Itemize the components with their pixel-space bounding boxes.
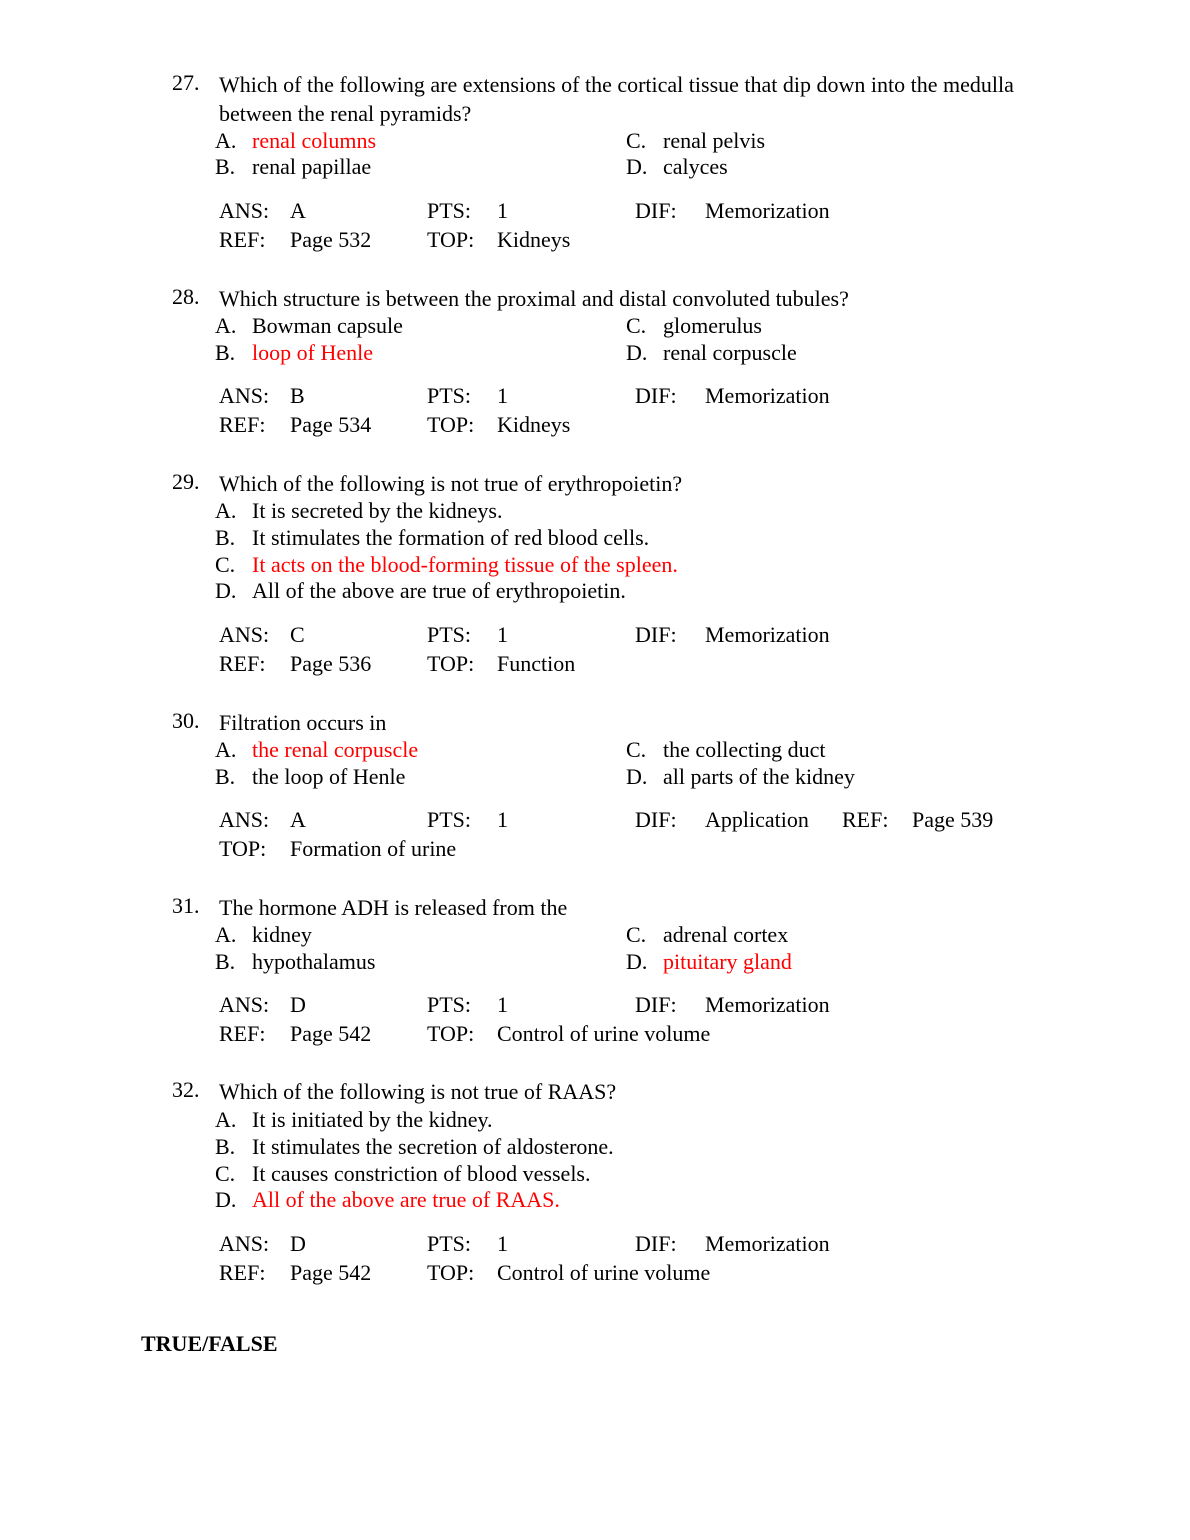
option-a: A. It is initiated by the kidney. (215, 1107, 493, 1132)
question-stem: Which structure is between the proximal and distal convoluted tubules? (219, 286, 849, 311)
ans-value: B (290, 383, 305, 408)
dif-value: Memorization (705, 198, 830, 223)
ref-value: Page 534 (290, 412, 372, 437)
ref-label: REF: (842, 807, 889, 832)
question-stem: Which of the following is not true of erythropoietin? (219, 471, 683, 496)
option-a: A. renal columns (215, 128, 377, 153)
ans-value: D (290, 992, 306, 1017)
ref-label: REF: (219, 227, 266, 252)
ref-label: REF: (219, 1260, 266, 1285)
top-label: TOP: (427, 1260, 475, 1285)
question-number: 27. (172, 70, 200, 95)
top-value: Control of urine volume (497, 1260, 711, 1285)
option-d: D. All of the above are true of RAAS. (215, 1187, 560, 1212)
option-d: D. pituitary gland (626, 949, 792, 974)
option-a: A. the renal corpuscle (215, 737, 419, 762)
ref-value: Page 542 (290, 1260, 372, 1285)
option-a: A. It is secreted by the kidneys. (215, 498, 503, 523)
ref-value: Page 536 (290, 651, 372, 676)
ans-value: A (290, 198, 306, 223)
top-value: Function (497, 651, 576, 676)
ans-value: C (290, 622, 305, 647)
option-b: B. the loop of Henle (215, 764, 406, 789)
dif-value: Memorization (705, 383, 830, 408)
dif-label: DIF: (635, 807, 677, 832)
top-value: Formation of urine (290, 836, 457, 861)
top-label: TOP: (219, 836, 267, 861)
option-d: D. all parts of the kidney (626, 764, 855, 789)
ans-label: ANS: (219, 1231, 270, 1256)
option-c: C. It acts on the blood-forming tissue of the spleen. (215, 552, 678, 577)
question-number: 29. (172, 469, 200, 494)
option-c: C. adrenal cortex (626, 922, 789, 947)
option-c: C. It causes constriction of blood vessels. (215, 1161, 591, 1186)
question-number: 28. (172, 284, 200, 309)
dif-label: DIF: (635, 992, 677, 1017)
option-d: D. All of the above are true of erythropoietin. (215, 578, 626, 603)
pts-value: 1 (497, 622, 508, 647)
option-c: C. glomerulus (626, 313, 762, 338)
pts-label: PTS: (427, 992, 472, 1017)
pts-value: 1 (497, 1231, 508, 1256)
dif-label: DIF: (635, 198, 677, 223)
top-label: TOP: (427, 651, 475, 676)
dif-label: DIF: (635, 1231, 677, 1256)
ans-label: ANS: (219, 992, 270, 1017)
pts-label: PTS: (427, 198, 472, 223)
pts-label: PTS: (427, 807, 472, 832)
dif-label: DIF: (635, 622, 677, 647)
pts-value: 1 (497, 807, 508, 832)
top-value: Control of urine volume (497, 1021, 711, 1046)
top-label: TOP: (427, 227, 475, 252)
ans-label: ANS: (219, 622, 270, 647)
pts-value: 1 (497, 383, 508, 408)
question-stem: Which of the following is not true of RAAS? (219, 1079, 617, 1104)
question-stem: Which of the following are extensions of the cortical tissue that dip down into the medulla between the renal pyramids? (219, 72, 1014, 126)
option-c: C. renal pelvis (626, 128, 766, 153)
top-value: Kidneys (497, 412, 571, 437)
dif-value: Memorization (705, 622, 830, 647)
ans-value: A (290, 807, 306, 832)
option-b: B. It stimulates the formation of red blood cells. (215, 525, 650, 550)
option-a: A. kidney (215, 922, 312, 947)
dif-label: DIF: (635, 383, 677, 408)
ans-label: ANS: (219, 807, 270, 832)
option-b: B. renal papillae (215, 154, 372, 179)
option-c: C. the collecting duct (626, 737, 826, 762)
section-heading: TRUE/FALSE (141, 1331, 278, 1356)
ref-value: Page 532 (290, 227, 372, 252)
dif-value: Memorization (705, 1231, 830, 1256)
dif-value: Memorization (705, 992, 830, 1017)
question-number: 32. (172, 1077, 200, 1102)
option-d: D. calyces (626, 154, 728, 179)
option-b: B. hypothalamus (215, 949, 376, 974)
question-stem: Filtration occurs in (219, 710, 387, 735)
question-number: 31. (172, 893, 200, 918)
ref-value: Page 542 (290, 1021, 372, 1046)
option-b: B. It stimulates the secretion of aldosterone. (215, 1134, 614, 1159)
pts-value: 1 (497, 992, 508, 1017)
ref-label: REF: (219, 412, 266, 437)
pts-label: PTS: (427, 1231, 472, 1256)
top-label: TOP: (427, 1021, 475, 1046)
option-a: A. Bowman capsule (215, 313, 403, 338)
option-b: B. loop of Henle (215, 340, 373, 365)
ref-label: REF: (219, 1021, 266, 1046)
ref-value: Page 539 (912, 807, 994, 832)
top-value: Kidneys (497, 227, 571, 252)
question-number: 30. (172, 708, 200, 733)
top-label: TOP: (427, 412, 475, 437)
question-stem: The hormone ADH is released from the (219, 895, 568, 920)
pts-label: PTS: (427, 622, 472, 647)
pts-value: 1 (497, 198, 508, 223)
ans-label: ANS: (219, 383, 270, 408)
ans-label: ANS: (219, 198, 270, 223)
dif-value: Application (705, 807, 809, 832)
ans-value: D (290, 1231, 306, 1256)
option-d: D. renal corpuscle (626, 340, 797, 365)
ref-label: REF: (219, 651, 266, 676)
pts-label: PTS: (427, 383, 472, 408)
